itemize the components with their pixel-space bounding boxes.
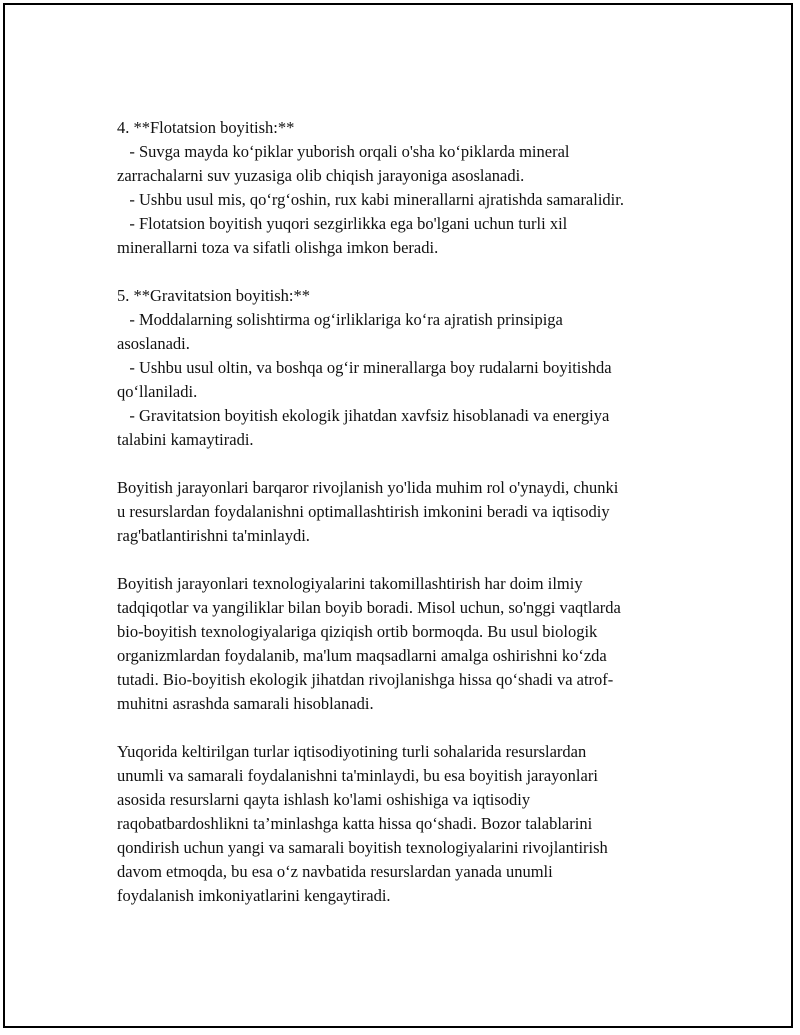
text-line: rag'batlantirishni ta'minlaydi. xyxy=(117,526,310,545)
text-line: asoslanadi. xyxy=(117,334,190,353)
text-line: Boyitish jarayonlari texnologiyalarini takomillashtirish har doim ilmiy xyxy=(117,574,583,593)
text-line: bio-boyitish texnologiyalariga qiziqish ortib bormoqda. Bu usul biologik xyxy=(117,622,598,641)
document-body xyxy=(117,116,697,932)
bullet-line: - Moddalarning solishtirma og‘irliklariga ko‘ra ajratish prinsipiga xyxy=(117,310,563,329)
gravitation-section xyxy=(117,284,697,452)
text-line: Boyitish jarayonlari barqaror rivojlanish yo'lida muhim rol o'ynaydi, chunki xyxy=(117,478,619,497)
text-line: zarrachalarni suv yuzasiga olib chiqish jarayoniga asoslanadi. xyxy=(117,166,525,185)
text-line: tadqiqotlar va yangiliklar bilan boyib boradi. Misol uchun, so'nggi vaqtlarda xyxy=(117,598,621,617)
text-line: davom etmoqda, bu esa o‘z navbatida resurslardan yanada unumli xyxy=(117,862,553,881)
text-line: minerallarni toza va sifatli olishga imkon beradi. xyxy=(117,238,439,257)
text-line: organizmlardan foydalanib, ma'lum maqsadlarni amalga oshirishni ko‘zda xyxy=(117,646,607,665)
text-line: qo‘llaniladi. xyxy=(117,382,198,401)
bullet-line: - Suvga mayda ko‘piklar yuborish orqali o'sha ko‘piklarda mineral xyxy=(117,142,570,161)
paragraph-technology xyxy=(117,572,697,716)
text-line: asosida resurslarni qayta ishlash ko'lami oshishiga va iqtisodiy xyxy=(117,790,531,809)
text-line: tutadi. Bio-boyitish ekologik jihatdan rivojlanishga hissa qo‘shadi va atrof- xyxy=(117,670,614,689)
text-line: raqobatbardoshlikni ta’minlashga katta hissa qo‘shadi. Bozor talablarini xyxy=(117,814,593,833)
section-heading: 4. **Flotatsion boyitish:** xyxy=(117,118,295,137)
section-heading: 5. **Gravitatsion boyitish:** xyxy=(117,286,310,305)
bullet-line: - Ushbu usul oltin, va boshqa og‘ir minerallarga boy rudalarni boyitishda xyxy=(117,358,612,377)
bullet-line: - Flotatsion boyitish yuqori sezgirlikka ega bo'lgani uchun turli xil xyxy=(117,214,568,233)
text-line: unumli va samarali foydalanishni ta'minlaydi, bu esa boyitish jarayonlari xyxy=(117,766,598,785)
bullet-line: - Gravitatsion boyitish ekologik jihatdan xavfsiz hisoblanadi va energiya xyxy=(117,406,610,425)
text-line: foydalanish imkoniyatlarini kengaytiradi. xyxy=(117,886,391,905)
text-line: talabini kamaytiradi. xyxy=(117,430,254,449)
paragraph-conclusion xyxy=(117,740,697,908)
text-line: muhitni asrashda samarali hisoblanadi. xyxy=(117,694,374,713)
paragraph-sustainability xyxy=(117,476,697,548)
text-line: Yuqorida keltirilgan turlar iqtisodiyotining turli sohalarida resurslardan xyxy=(117,742,587,761)
bullet-line: - Ushbu usul mis, qo‘rg‘oshin, rux kabi minerallarni ajratishda samaralidir. xyxy=(117,190,624,209)
text-line: qondirish uchun yangi va samarali boyitish texnologiyalarini rivojlantirish xyxy=(117,838,608,857)
text-line: u resurslardan foydalanishni optimallashtirish imkonini beradi va iqtisodiy xyxy=(117,502,610,521)
flotation-section xyxy=(117,116,697,260)
